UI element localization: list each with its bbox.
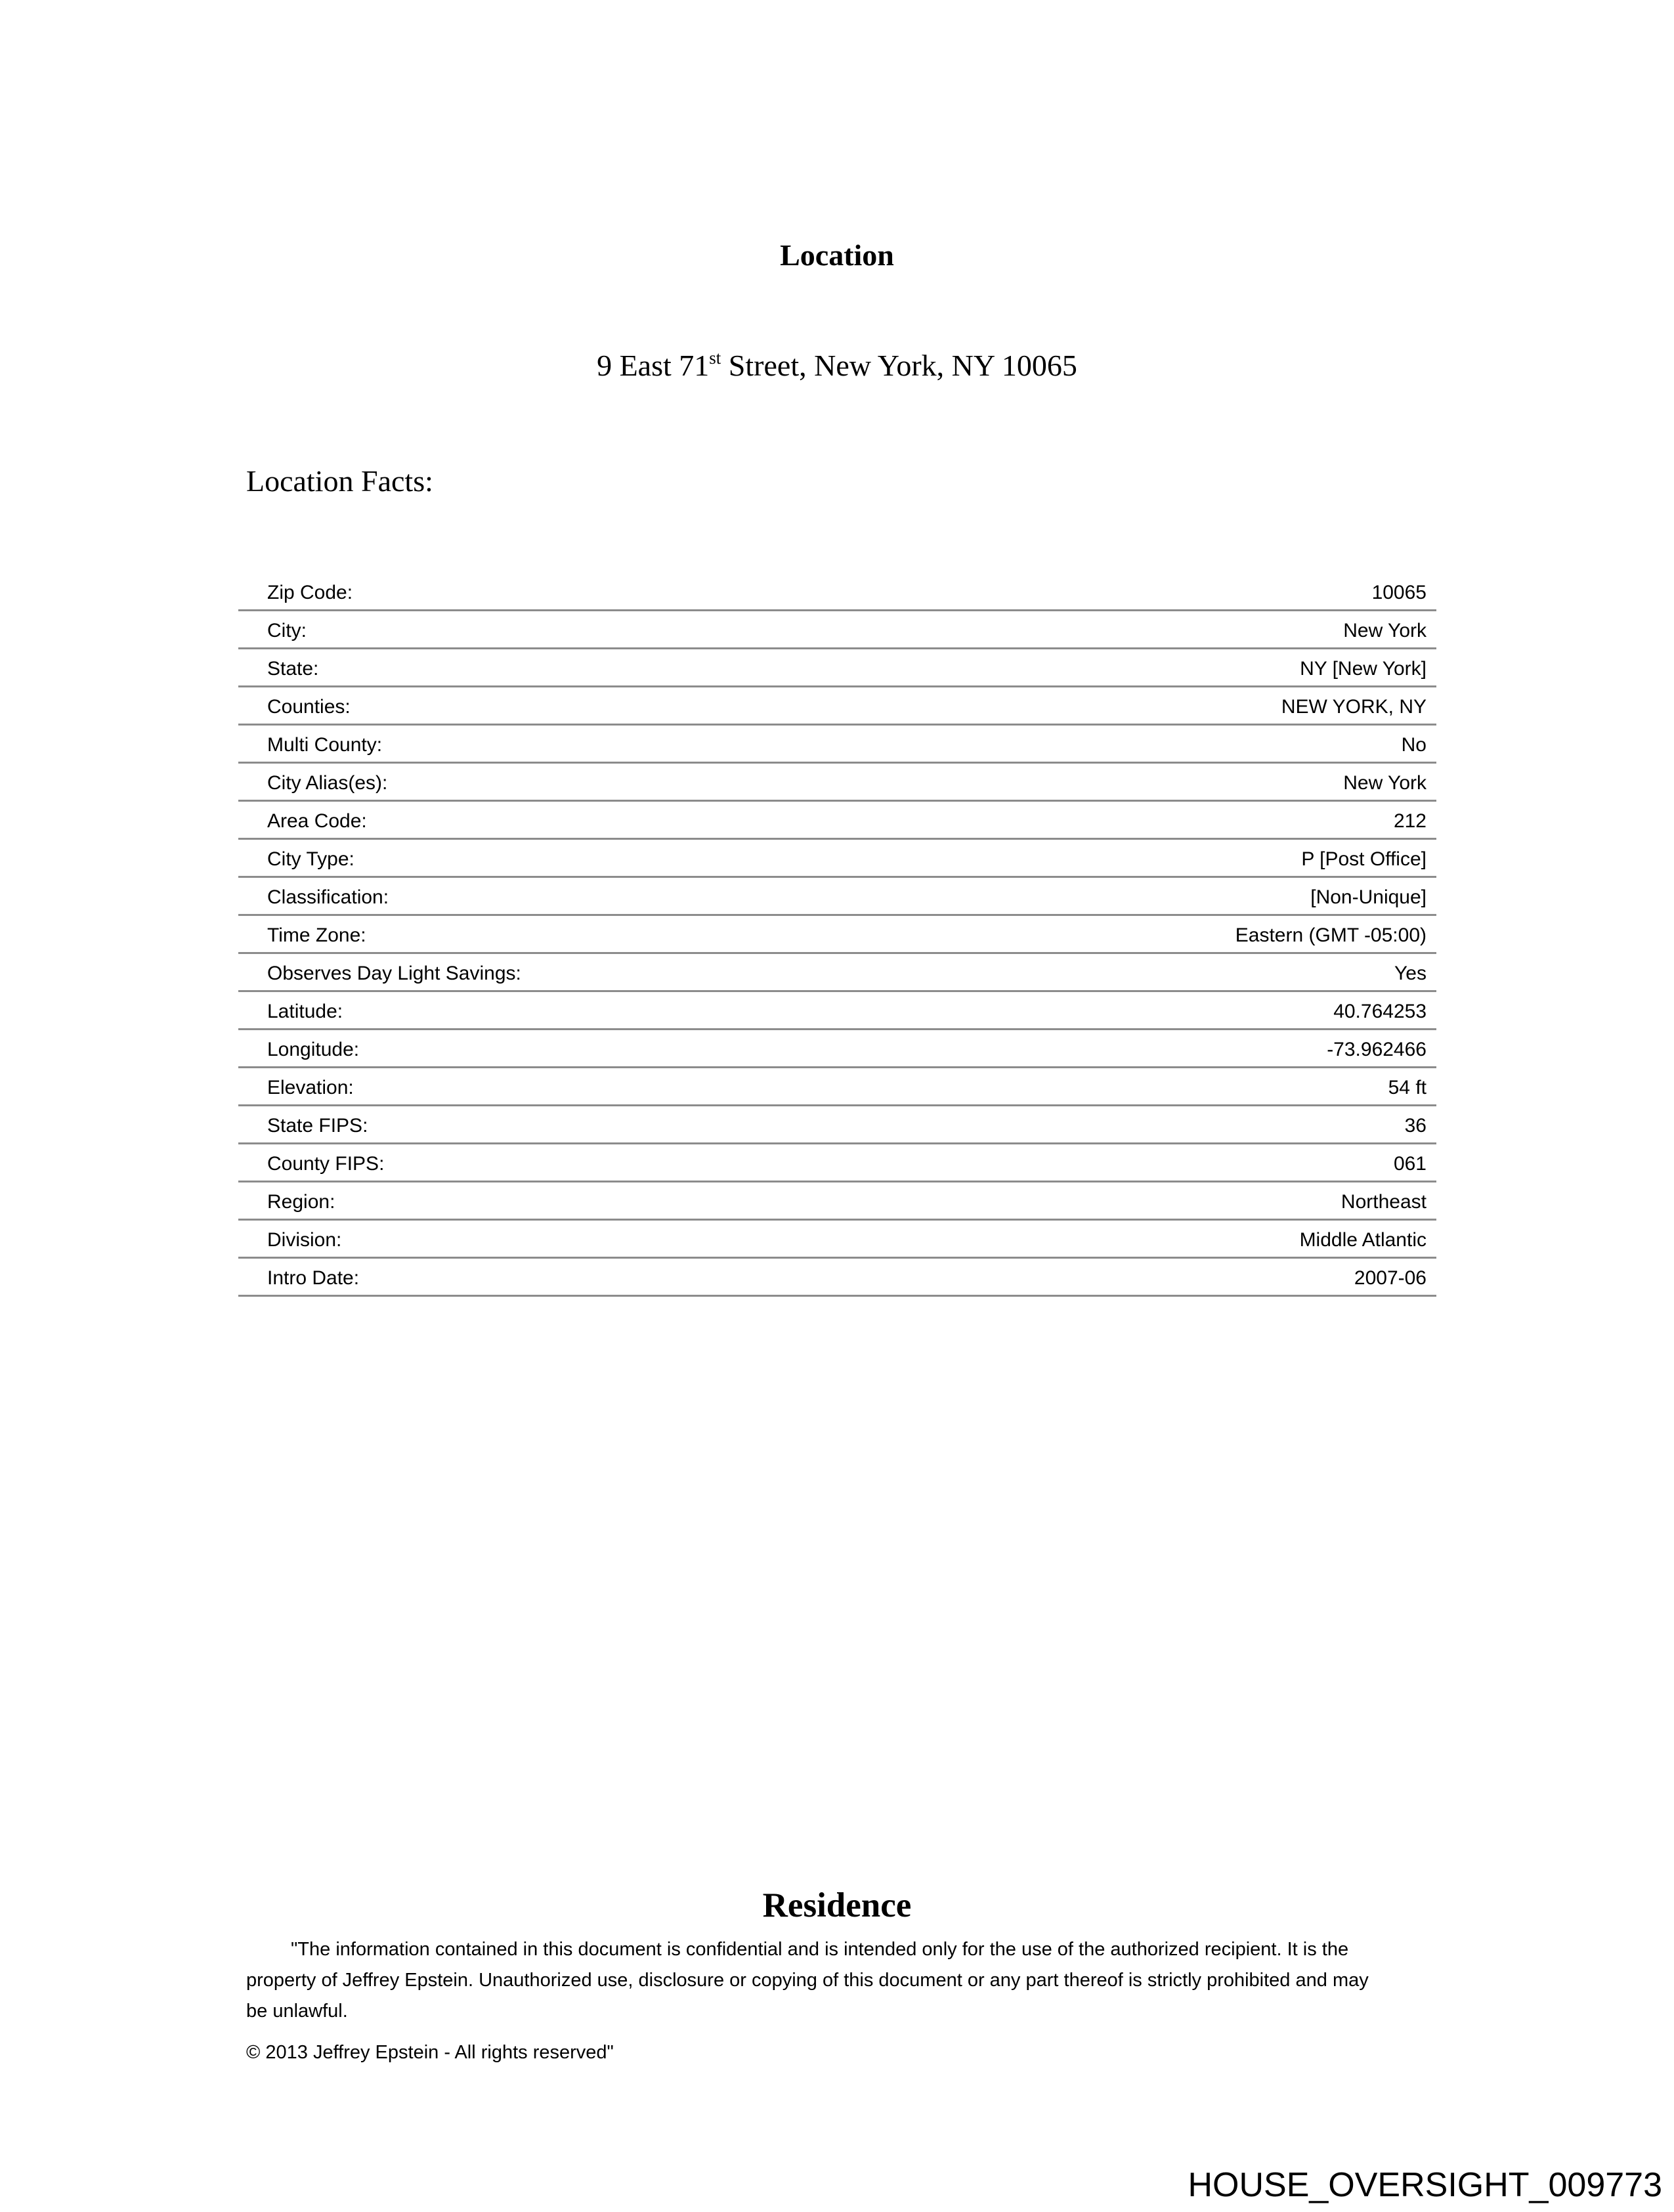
location-facts-heading: Location Facts: [246,464,433,498]
row-value: P [Post Office] [1301,848,1427,870]
bates-number: HOUSE_OVERSIGHT_009773 [1188,2166,1662,2204]
copyright-line: © 2013 Jeffrey Epstein - All rights reserved" [246,2042,614,2063]
table-row [238,649,1436,687]
table-row [238,802,1436,840]
table-row [238,1182,1436,1221]
confidentiality-disclaimer: "The information contained in this document is confidential and is intended only for the use of the authorized recipient. It is the property of Jeffrey Epstein. Unauthorized use, disclosure or copying of this document or any part thereof is strictly prohibited and may be unlawful. [246,1939,1369,2022]
row-value: NEW YORK, NY [1281,696,1427,718]
table-row [238,840,1436,878]
row-value: 2007-06 [1354,1267,1427,1289]
page-title: Location [780,238,894,272]
row-label: Longitude: [267,1039,360,1060]
row-value: 54 ft [1388,1077,1427,1098]
row-label: Counties: [267,696,351,718]
row-label: Zip Code: [267,582,353,603]
table-row [238,764,1436,802]
row-label: Intro Date: [267,1267,360,1289]
row-label: State FIPS: [267,1115,368,1137]
row-label: Area Code: [267,810,367,832]
table-row [238,1068,1436,1106]
row-label: City Type: [267,848,354,870]
address-ordinal-superscript: st [709,348,721,368]
row-value: 10065 [1371,582,1427,603]
row-value: NY [New York] [1300,658,1427,680]
table-row [238,726,1436,764]
row-label: State: [267,658,319,680]
row-label: City Alias(es): [267,772,388,794]
row-value: [Non-Unique] [1310,886,1427,908]
street-address [0,348,1674,383]
address-prefix: 9 East 71 [597,349,710,382]
row-label: Observes Day Light Savings: [267,963,521,984]
location-facts-table [238,573,1436,1297]
row-label: Multi County: [267,734,383,756]
table-row [238,1144,1436,1182]
row-label: City: [267,620,307,641]
table-row [238,1259,1436,1297]
row-value: No [1401,734,1427,756]
row-value: New York [1343,772,1427,794]
table-row [238,687,1436,726]
row-label: Time Zone: [267,924,366,946]
table-row [238,611,1436,649]
row-value: Middle Atlantic [1299,1229,1427,1251]
row-value: 36 [1404,1115,1427,1137]
row-label: Elevation: [267,1077,354,1098]
row-label: County FIPS: [267,1153,385,1175]
row-label: Latitude: [267,1001,343,1022]
table-row [238,1106,1436,1144]
row-value: Eastern (GMT -05:00) [1235,924,1427,946]
table-row [238,992,1436,1030]
row-value: 212 [1393,810,1427,832]
residence-heading: Residence [762,1886,912,1924]
row-value: Northeast [1341,1191,1427,1213]
row-value: -73.962466 [1327,1039,1427,1060]
address-suffix: Street, New York, NY 10065 [721,349,1077,382]
table-row [238,1030,1436,1068]
row-value: Yes [1394,963,1427,984]
table-row [238,916,1436,954]
row-label: Classification: [267,886,389,908]
row-value: New York [1343,620,1427,641]
table-row [238,1221,1436,1259]
row-label: Division: [267,1229,342,1251]
table-row [238,573,1436,611]
table-row [238,878,1436,916]
table-row [238,954,1436,992]
row-label: Region: [267,1191,335,1213]
row-value: 061 [1393,1153,1427,1175]
row-value: 40.764253 [1333,1001,1427,1022]
